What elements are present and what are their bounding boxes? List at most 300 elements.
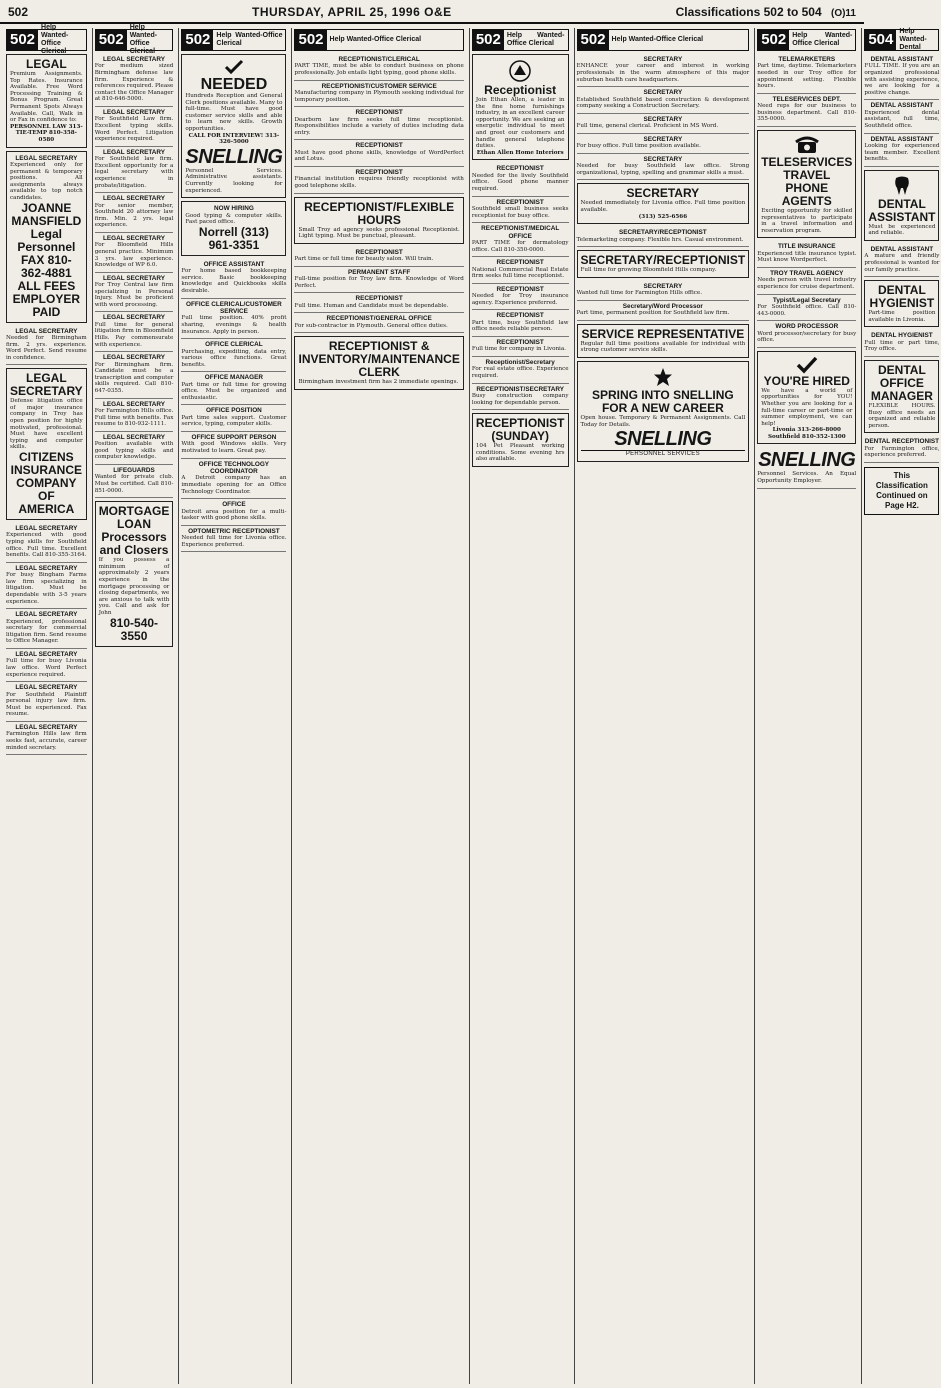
- classifieds-columns: [4, 24, 940, 1384]
- ad-title: DENTAL ASSISTANT: [870, 245, 934, 253]
- column-3: [178, 28, 288, 1384]
- classified-ad: [6, 326, 87, 366]
- ad-body: For Southfield office. Call 810-443-0000.: [757, 303, 857, 317]
- ad-body: Full time or part time, Troy office.: [864, 339, 940, 353]
- classified-ad: [181, 299, 286, 340]
- ad-body: Position available with good typing skills and computer knowledge.: [94, 441, 174, 461]
- ad-body: Full time position. 40% profit sharing, evenings & health insurance. Apply in person.: [181, 315, 287, 335]
- ad-title: OFFICE POSITION: [206, 407, 262, 415]
- ad-title: RECEPTIONIST: [496, 165, 544, 173]
- section-title: Help Wanted-Office Clerical: [792, 32, 853, 47]
- ad-body: National Commercial Real Estate firm seeks full time receptionist.: [471, 266, 569, 280]
- ad-body: Part time, permanent position for Southfield law firm.: [576, 310, 730, 317]
- ad-title: LIFEGUARDS: [113, 467, 155, 474]
- ad-body: Needs person with travel industry experience for cruise department.: [757, 277, 857, 290]
- section-header: [577, 29, 750, 51]
- ad-body: For Southfield Plaintiff personal injury law firm. Must be experienced. Fax resume.: [6, 691, 87, 718]
- ad-body: For Farmington Hills office. Full time with benefits. Fax resume to 810-932-1111.: [94, 408, 174, 428]
- ad-body: Purchasing, expediting, data entry, various office functions. Great benefits.: [181, 348, 287, 368]
- ad-body: Wanted full time for Farmington Hills office.: [576, 290, 703, 297]
- classified-ad: [95, 501, 174, 646]
- section-title: Help Wanted-Office Clerical: [216, 32, 283, 47]
- ad-body: For sub-contractor in Plymouth. General office duties.: [294, 322, 448, 329]
- classified-ad: [577, 154, 750, 181]
- classified-ad: [6, 54, 87, 148]
- section-header: [864, 29, 939, 51]
- classified-ad: [181, 526, 286, 553]
- ad-title: Receptionist: [484, 83, 557, 97]
- ad-body: Need reps for our business to business department. Call 810-355-0000.: [757, 103, 857, 123]
- ad-title: LEGAL SECRETARY: [103, 400, 166, 408]
- classified-ad: [294, 140, 463, 167]
- ad-body: For home based bookkeeping service. Basic bookkeeping knowledge and Quickbooks skills desirable.: [181, 268, 287, 294]
- classified-ad: [294, 247, 463, 267]
- ad-title: NEEDED: [200, 76, 268, 93]
- classified-ad: [577, 324, 750, 358]
- ad-body: FULL TIME. If you are an organized professional with assisting experience, we are looking for a positive change.: [864, 63, 940, 96]
- ad-title: RECEPTIONIST: [355, 109, 403, 117]
- section-number: 502: [182, 30, 213, 50]
- classified-ad: [864, 244, 939, 277]
- ad-title: SECRETARY: [643, 115, 683, 123]
- ad-title: RECEPTIONIST: [355, 168, 403, 176]
- classified-ad: [864, 134, 939, 167]
- classified-ad: [577, 361, 750, 462]
- ad-title: RECEPTIONIST & INVENTORY/MAINTENANCE CLERK: [298, 339, 460, 380]
- ad-body: Needed for the lively Southfield office. Good phone manner required.: [471, 172, 569, 192]
- ad-body: Detroit area position for a multi-tasker with good phone skills.: [181, 508, 287, 522]
- ad-body: Needed for busy Southfield law office. Strong organizational, typing, spelling and grammar skills a must.: [576, 163, 750, 176]
- ad-title: TELEMARKETERS: [778, 56, 836, 63]
- ad-body: Premium Assignments. Top Rates. Insurance Available. Free Word Processing Training & Bonus Program. Great Permanent Spots Always Available. Call, Walk in or Fax in confidence to:: [10, 71, 83, 124]
- ad-title: TELESERVICES DEPT.: [772, 95, 841, 103]
- classified-ad: [181, 372, 286, 405]
- ad-title: PERMANENT STAFF: [347, 268, 411, 276]
- ad-body: Defense litigation office of major insurance company in Troy has open position for highly motivated, professional. Must have excellent typing and computer skills.: [10, 398, 83, 451]
- classified-ad: [864, 360, 939, 433]
- tooth-icon: [868, 176, 935, 196]
- ad-title: LEGAL SECRETARY: [15, 154, 78, 162]
- ad-title: DENTAL HYGIENIST: [871, 332, 933, 340]
- section-title: Help Wanted-Dental: [899, 28, 927, 51]
- classified-ad: [472, 357, 569, 384]
- ad-body: For Farmington office, experience preferred.: [864, 445, 940, 459]
- ad-title: MORTGAGE LOAN Processors and Closers: [98, 504, 170, 558]
- ad-title: DENTAL ASSISTANT: [870, 102, 934, 110]
- classified-ad: [6, 649, 87, 682]
- classified-ad: [472, 223, 569, 257]
- ad-title: RECEPTIONIST: [355, 295, 403, 303]
- ad-title: LEGAL SECRETARY: [15, 525, 78, 533]
- ad-body: Established Southfield based construction & development company seeking a Construction Secretary.: [576, 96, 750, 110]
- ad-contact: CALL FOR INTERVIEW! 313-326-5000: [188, 132, 280, 146]
- ad-contact: CITIZENS INSURANCE COMPANY OF AMERICA: [10, 450, 83, 517]
- ad-title: NOW HIRING: [214, 205, 254, 213]
- ad-body: For Southfield Law firm. Excellent typing skills. Word Perfect. Litigation experience required.: [94, 116, 174, 143]
- classified-ad: [95, 193, 174, 233]
- ad-body: Looking for experienced team member. Excellent benefits.: [864, 142, 940, 163]
- ad-body: For Birmingham firm. Candidate must be a transcription and computer skills required. Call 810-647-0355.: [94, 361, 174, 395]
- classified-ad: [472, 284, 569, 311]
- classified-ad: [472, 197, 569, 224]
- masthead-right: [676, 5, 856, 19]
- ad-body: Open house. Temporary & Permanent Assignments. Call Today for Details.: [580, 414, 746, 428]
- column-1: [4, 24, 89, 1384]
- classified-ad: [6, 682, 87, 722]
- ad-contact: Livonia 313-266-8000 Southfield 810-352-1300: [767, 427, 846, 440]
- ad-body: For medium sized Birmingham defense law firm. Experience & references required. Please contact the Office Manager at 810-646-5000.: [94, 63, 174, 103]
- classified-ad: [95, 54, 174, 107]
- column-8: [861, 28, 941, 1384]
- section-header: [472, 29, 569, 51]
- column-4: [291, 28, 465, 1384]
- ad-body: A mature and friendly professional is wanted for our family practice.: [864, 253, 940, 273]
- section-number: 502: [578, 30, 609, 50]
- section-header: [95, 24, 174, 55]
- classified-ad: [472, 163, 569, 196]
- ad-body: Needed immediately for Livonia office. Full time position available.: [580, 200, 746, 213]
- ad-title: OFFICE SUPPORT PERSON: [191, 434, 277, 442]
- snelling-tagline: PERSONNEL SERVICES: [581, 450, 746, 458]
- ad-body: Birmingham investment firm has 2 immediate openings.: [298, 379, 459, 386]
- classified-ad: [181, 339, 286, 372]
- classified-ad: [95, 107, 174, 147]
- ad-title: DENTAL RECEPTIONIST: [864, 438, 940, 446]
- ad-title: LEGAL SECRETARY: [15, 723, 78, 731]
- classified-ad: [294, 107, 463, 140]
- ad-title: OFFICE ASSISTANT: [203, 260, 265, 268]
- ad-title: DENTAL ASSISTANT: [870, 135, 934, 143]
- checkmark-icon: [185, 60, 282, 74]
- classified-ad: [6, 151, 87, 323]
- classified-ad: [577, 114, 750, 134]
- classified-ad: [6, 609, 87, 649]
- ad-body: Part time or full time for growing office. Must be organized and enthusiastic.: [181, 381, 287, 401]
- ad-title: LEGAL SECRETARY: [103, 234, 166, 242]
- classified-ad: [757, 295, 856, 322]
- classified-ad: [577, 281, 750, 301]
- classified-ad: [864, 280, 939, 327]
- ad-body: ENHANCE your career and interest in working professionals in the warm atmosphere of this major suburban health care headquarters.: [576, 63, 750, 83]
- section-title: Help Wanted-Office Clerical: [41, 24, 69, 55]
- ad-body: Full time for general litigation firm in Bloomfield Hills. Pay commensurate with experience.: [94, 321, 174, 348]
- classified-ad: [757, 268, 856, 295]
- classified-ad: [472, 384, 569, 411]
- ad-title: RECEPTIONIST/MEDICAL OFFICE: [481, 225, 560, 240]
- classified-ad: [294, 81, 463, 108]
- ad-title: RECEPTIONIST/GENERAL OFFICE: [326, 315, 432, 323]
- classified-ad: [294, 293, 463, 313]
- ad-title: OFFICE CLERICAL/CUSTOMER SERVICE: [186, 300, 282, 315]
- ad-body: Join Ethan Allen, a leader in the fine home furnishings industry, in an excellent career opportunity. We are seeking an energetic individual to meet and greet our customers and handle general telephone duties.: [475, 97, 565, 150]
- classified-ad: [577, 227, 750, 247]
- ad-body: Personnel Services. Administrative assistants. Currently looking for experienced.: [185, 167, 283, 194]
- ad-body: Full time for growing Bloomfield Hills company.: [580, 267, 717, 274]
- ad-body: With good Windows skills. Very motivated to learn. Great pay.: [181, 441, 287, 455]
- ad-title: LEGAL SECRETARY: [15, 564, 78, 572]
- ad-contact: Norrell (313) 961-3351: [198, 224, 269, 252]
- section-number: 502: [96, 30, 127, 50]
- ad-title: SPRING INTO SNELLING FOR A NEW CAREER: [591, 387, 734, 415]
- ad-body: FLEXIBLE HOURS. Busy office needs an organized and reliable person.: [868, 402, 936, 429]
- ad-body: Financial institution requires friendly receptionist with good telephone skills.: [294, 176, 464, 189]
- ad-body: PART TIME for dermatology office. Call 810-350-0000.: [471, 239, 569, 253]
- snelling-logo: SNELLING: [614, 428, 712, 451]
- ad-title: RECEPTIONIST: [496, 312, 544, 320]
- ad-title: LEGAL SECRETARY: [103, 433, 166, 441]
- ad-body: Part time, busy Southfield law office needs reliable person.: [471, 319, 569, 333]
- ad-title: LEGAL SECRETARY: [103, 274, 166, 282]
- classified-ad: [864, 170, 939, 241]
- ad-body: Wanted for private club. Must be certified. Call 810-851-0000.: [94, 474, 174, 494]
- star-icon: [581, 367, 746, 387]
- ad-title: SECRETARY/RECEPTIONIST: [619, 229, 707, 237]
- ad-title: LEGAL SECRETARY: [103, 148, 166, 156]
- classified-ad: [181, 459, 286, 500]
- ad-title: WORD PROCESSOR: [775, 323, 839, 331]
- classified-ad: [95, 399, 174, 432]
- classified-ad: [181, 201, 286, 256]
- ad-title: SECRETARY: [643, 56, 683, 63]
- classified-ad: [294, 54, 463, 81]
- masthead: [0, 0, 864, 24]
- ad-title: SECRETARY: [626, 186, 700, 201]
- ad-body: Part time sales support. Customer service, typing, computer skills.: [181, 414, 287, 428]
- ad-title: RECEPTIONIST: [496, 259, 544, 267]
- classified-ad: [472, 257, 569, 284]
- ad-title: YOU'RE HIRED: [763, 373, 850, 388]
- ad-body: For Troy Central law firm specializing in Personal Injury. Must be proficient with word processing.: [94, 282, 174, 308]
- ad-body: Experienced dental assistant, full time, Southfield office.: [864, 109, 940, 129]
- section-title: Help Wanted-Office Clerical: [329, 36, 422, 43]
- ad-title: LEGAL SECRETARY: [103, 56, 166, 63]
- ad-body: For busy office. Full time position available.: [576, 143, 701, 150]
- ad-title: RECEPTIONIST/SECRETARY: [476, 385, 565, 393]
- ad-body: 104 Pet Pleasant working conditions. Some evening hrs also available.: [475, 443, 565, 463]
- ad-title: LEGAL SECRETARY: [103, 354, 166, 362]
- ad-body: Needed for Birmingham firm. 2 yrs. experience. Word Perfect. Send resume in confidence.: [6, 334, 87, 361]
- ad-body: Part time, daytime. Telemarketers needed in our Troy office for appointment setting. Flexible hours.: [757, 63, 857, 90]
- ad-title: RECEPTIONIST: [496, 285, 544, 293]
- ad-title: LEGAL SECRETARY: [103, 108, 166, 116]
- classified-ad: [577, 250, 750, 278]
- classified-ad: [95, 432, 174, 465]
- ad-body: Full-time position for Troy law firm. Knowledge of Word Perfect.: [294, 276, 464, 289]
- ad-contact: (313) 525-6566: [638, 213, 688, 220]
- classified-ad: [577, 301, 750, 321]
- classified-ad: [864, 330, 939, 357]
- ad-title: OPTOMETRIC RECEPTIONIST: [188, 527, 280, 535]
- ad-contact: JOANNE MANSFIELD Legal Personnel FAX 810-362-4881 ALL FEES EMPLOYER PAID: [11, 200, 82, 319]
- ad-title: Typist/Legal Secretary: [772, 296, 841, 304]
- ad-contact: 810-540-3550: [110, 615, 159, 643]
- ad-body: Experienced title insurance typist. Must know Wordperfect.: [757, 250, 857, 264]
- ad-title: RECEPTIONIST: [496, 338, 544, 346]
- column-5: [469, 28, 571, 1384]
- ad-body: For Southfield law firm. Excellent opportunity for a legal secretary with experience in probate/litigation.: [94, 156, 174, 189]
- column-2: [92, 24, 176, 1384]
- ad-title: RECEPTIONIST: [496, 198, 544, 206]
- classified-ad: [577, 54, 750, 87]
- ad-title: SECRETARY: [643, 89, 683, 97]
- ad-body: Good typing & computer skills. Fast paced office.: [185, 212, 283, 226]
- ad-body: For Bloomfield Hills general practice. Minimum 3 yrs. law experience. Knowledge of WP 6.0.: [94, 242, 174, 269]
- ad-title: OFFICE CLERICAL: [205, 341, 263, 349]
- ad-body: Needed full time for Livonia office. Experience preferred.: [181, 535, 287, 548]
- section-header: [294, 29, 463, 51]
- ad-title: RECEPTIONIST/CLERICAL: [338, 56, 420, 63]
- ad-body: For real estate office. Experience required.: [471, 366, 569, 379]
- section-title: Help Wanted-Office Clerical: [611, 36, 704, 43]
- classified-ad: [181, 54, 286, 198]
- ad-title: OFFICE: [222, 501, 246, 509]
- ad-title: SECRETARY/RECEPTIONIST: [580, 253, 746, 268]
- ad-title: SECRETARY: [643, 282, 683, 290]
- ad-title: LEGAL SECRETARY: [15, 650, 78, 658]
- section-number: 502: [758, 30, 789, 50]
- ad-title: OFFICE TECHNOLOGY COORDINATOR: [198, 460, 270, 476]
- ad-title: TROY TRAVEL AGENCY: [770, 269, 844, 277]
- ad-body: A Detroit company has an immediate opening for an Office Technology Coordinator.: [181, 475, 287, 495]
- classified-ad: [6, 563, 87, 609]
- masthead-title: THURSDAY, APRIL 25, 1996 O&E: [251, 5, 452, 19]
- continued-notice: This Classification Continued on Page H2.: [864, 467, 939, 515]
- ad-body: Regular full time positions available for individual with strong customer service skills.: [580, 340, 746, 354]
- masthead-left: 502: [8, 5, 29, 19]
- ad-body: Full time, general clerical. Proficient in MS Word.: [576, 123, 719, 130]
- ad-title: LEGAL SECRETARY: [15, 327, 78, 335]
- classified-ad: [294, 336, 463, 390]
- classified-ad: [577, 183, 750, 224]
- classified-ad: [95, 312, 174, 352]
- section-title: Help Wanted-Office Clerical: [506, 32, 565, 47]
- ad-title: Secretary/Word Processor: [622, 302, 703, 310]
- ad-title: DENTAL HYGIENIST: [869, 283, 935, 311]
- classified-ad: [472, 337, 569, 357]
- ad-title: RECEPTIONIST: [355, 248, 403, 256]
- ad-title: Receptionist/Secretary: [485, 358, 555, 366]
- section-title: Help Wanted-Office Clerical: [129, 24, 158, 55]
- ad-title: OFFICE MANAGER: [204, 374, 264, 382]
- classified-ad: [95, 273, 174, 313]
- classified-ad: [6, 722, 87, 755]
- ad-body: Needed for Troy insurance agency. Experience preferred.: [471, 293, 569, 306]
- ad-title: RECEPTIONIST: [355, 142, 403, 150]
- classified-ad: [181, 432, 286, 459]
- ad-body: Personnel Services. An Equal Opportunity Employer.: [757, 471, 857, 485]
- ad-title: RECEPTIONIST/FLEXIBLE HOURS: [304, 199, 455, 227]
- classified-ad: [95, 352, 174, 398]
- classified-ad: [757, 447, 856, 488]
- classified-ad: [757, 321, 856, 348]
- classified-ad: [95, 233, 174, 273]
- page-number: (O)11: [830, 8, 856, 19]
- masthead-classifications: Classifications 502 to 504: [675, 5, 822, 19]
- classified-ad: [472, 413, 569, 467]
- ad-body: Exciting opportunity for skilled representatives to participate in a travel information and reservation program.: [761, 207, 853, 234]
- ad-contact: PERSONNEL LAW 313-TIE-TEMP 810-358-0580: [10, 123, 83, 143]
- classified-ad: [757, 94, 856, 127]
- classified-ad: [181, 259, 286, 299]
- ad-body: Part time or full time for beauty salon. Will train.: [294, 256, 434, 263]
- classified-ad: [472, 310, 569, 337]
- ad-title: LEGAL SECRETARY: [103, 314, 166, 322]
- ad-contact: Ethan Allen Home Interiors: [476, 149, 564, 156]
- classified-ad: [757, 351, 856, 445]
- classified-ad: [577, 87, 750, 114]
- snelling-logo: SNELLING: [185, 145, 283, 168]
- classified-ad: [95, 465, 174, 498]
- ad-body: Must be experienced and reliable.: [868, 223, 936, 237]
- classified-ad: [577, 134, 750, 154]
- classified-ad: [757, 241, 856, 268]
- ad-title: DENTAL ASSISTANT: [868, 196, 936, 224]
- ad-body: We have a world of opportunities for YOU! Whether you are looking for a full-time career or part-time or summer employment, we can help!: [761, 387, 853, 427]
- ad-title: LEGAL SECRETARY: [15, 684, 78, 692]
- section-number: 502: [7, 30, 38, 50]
- classified-ad: [864, 54, 939, 100]
- ad-body: Full time. Human and Candidate must be dependable.: [294, 302, 449, 309]
- ad-body: For senior member, Southfield 20 attorney law firm. Min. 2 yrs. legal experience.: [94, 202, 174, 229]
- ad-body: For busy Bingham Farms law firm specializing in litigation. Must be dependable with 3-5 years experience.: [6, 572, 87, 605]
- ad-body: Farmington Hills law firm seeks fast, accurate, career minded secretary.: [6, 731, 87, 751]
- ad-body: If you possess a minimum of approximately 2 years experience in the mortgage processing or closing departments, we are anxious to talk with you. Call and ask for John: [98, 557, 170, 616]
- classified-ad: [294, 313, 463, 333]
- classified-ad: [757, 130, 856, 238]
- ad-body: Busy construction company looking for dependable person.: [471, 392, 569, 406]
- ad-title: TITLE INSURANCE: [778, 243, 836, 251]
- ad-title: LEGAL: [26, 57, 67, 71]
- classified-ad: [864, 436, 939, 463]
- ad-body: Experienced with good typing skills for Southfield office. Full time. Excellent benefits. Call 810-355-3164.: [6, 532, 87, 559]
- ad-title: DENTAL ASSISTANT: [870, 56, 934, 63]
- classified-ad: [6, 523, 87, 563]
- classified-ad: [294, 167, 463, 194]
- ad-body: Manufacturing company in Plymouth seeking individual for temporary position.: [294, 90, 464, 103]
- ad-title: SECRETARY: [643, 155, 683, 163]
- ad-title: SECRETARY: [643, 135, 683, 143]
- ad-body: Part-time position available in Livonia.: [868, 310, 936, 323]
- ad-body: Full time for busy Livonia law office. Word Perfect experience required.: [6, 658, 87, 678]
- section-header: [181, 29, 286, 51]
- ad-title: RECEPTIONIST (SUNDAY): [475, 416, 565, 444]
- ad-body: Must have good phone skills, knowledge of WordPerfect and Lotus.: [294, 149, 464, 163]
- ad-body: Southfield small business seeks receptionist for busy office.: [471, 205, 569, 219]
- telephone-icon: [761, 136, 852, 154]
- section-number: 502: [473, 30, 504, 50]
- classified-ad: [181, 499, 286, 526]
- section-number: 504: [865, 30, 896, 50]
- section-header: [757, 29, 856, 51]
- ad-body: Full time for company in Livonia.: [471, 346, 566, 353]
- classified-ad: [757, 54, 856, 94]
- ethan-allen-logo-icon: [476, 60, 565, 82]
- snelling-logo: SNELLING: [758, 449, 856, 472]
- ad-body: PART TIME, must be able to conduct business on phone professionally. Job entails light typing, good phone skills.: [294, 63, 464, 76]
- ad-title: LEGAL SECRETARY: [15, 611, 78, 619]
- classified-ad: [6, 368, 87, 520]
- ad-title: RECEPTIONIST/CUSTOMER SERVICE: [321, 82, 437, 90]
- ad-body: Experienced, professional secretary for commercial litigation firm. Send resume to Office Manager.: [6, 618, 87, 645]
- classified-ad: [294, 267, 463, 294]
- ad-body: Telemarketing company. Flexible hrs. Casual environment.: [576, 236, 744, 243]
- checkmark-icon: [761, 357, 852, 373]
- ad-body: Experienced only for permanent & temporary positions. All assignments always available to top notch candidates.: [10, 161, 83, 201]
- classified-ad: [95, 147, 174, 193]
- column-7: [754, 28, 858, 1384]
- ad-title: TELESERVICES TRAVEL PHONE AGENTS: [761, 154, 853, 208]
- ad-body: Hundreds Reception and General Clerk positions available. Many to full-time. Must have good customer service skills and able to learn new skills. Growth opportunities.: [185, 93, 283, 132]
